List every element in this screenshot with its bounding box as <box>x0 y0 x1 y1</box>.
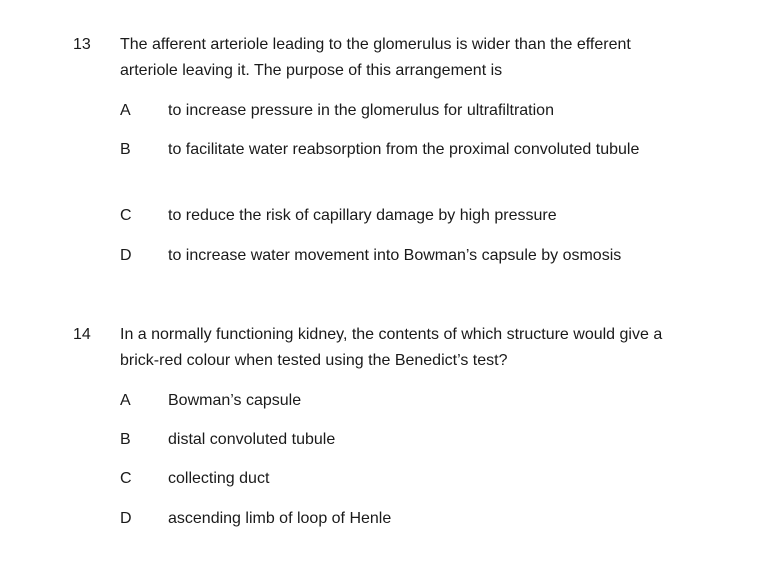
option-text: to facilitate water reabsorption from the proximal convoluted tubule <box>168 141 640 158</box>
option-text: collecting duct <box>168 470 270 487</box>
question-number: 13 <box>73 36 91 53</box>
option-letter: D <box>120 510 132 527</box>
question-stem: The afferent arteriole leading to the glomerulus is wider than the efferent arteriole leaving it. The purpose of this arrangement is <box>120 36 631 79</box>
option-text: to reduce the risk of capillary damage by high pressure <box>168 207 557 224</box>
question-stem: In a normally functioning kidney, the contents of which structure would give a brick-red colour when tested using the Benedict’s test? <box>120 326 663 369</box>
option-text: ascending limb of loop of Henle <box>168 510 392 527</box>
option-letter: A <box>120 102 131 119</box>
option-text: distal convoluted tubule <box>168 431 336 448</box>
option-letter: B <box>120 141 131 158</box>
option-letter: C <box>120 470 132 487</box>
question-number: 14 <box>73 326 91 343</box>
option-letter: B <box>120 431 131 448</box>
option-text: Bowman’s capsule <box>168 392 302 409</box>
option-text: to increase pressure in the glomerulus for ultrafiltration <box>168 102 554 119</box>
option-letter: D <box>120 247 132 264</box>
option-text: to increase water movement into Bowman’s capsule by osmosis <box>168 247 622 264</box>
option-letter: A <box>120 392 131 409</box>
option-letter: C <box>120 207 132 224</box>
